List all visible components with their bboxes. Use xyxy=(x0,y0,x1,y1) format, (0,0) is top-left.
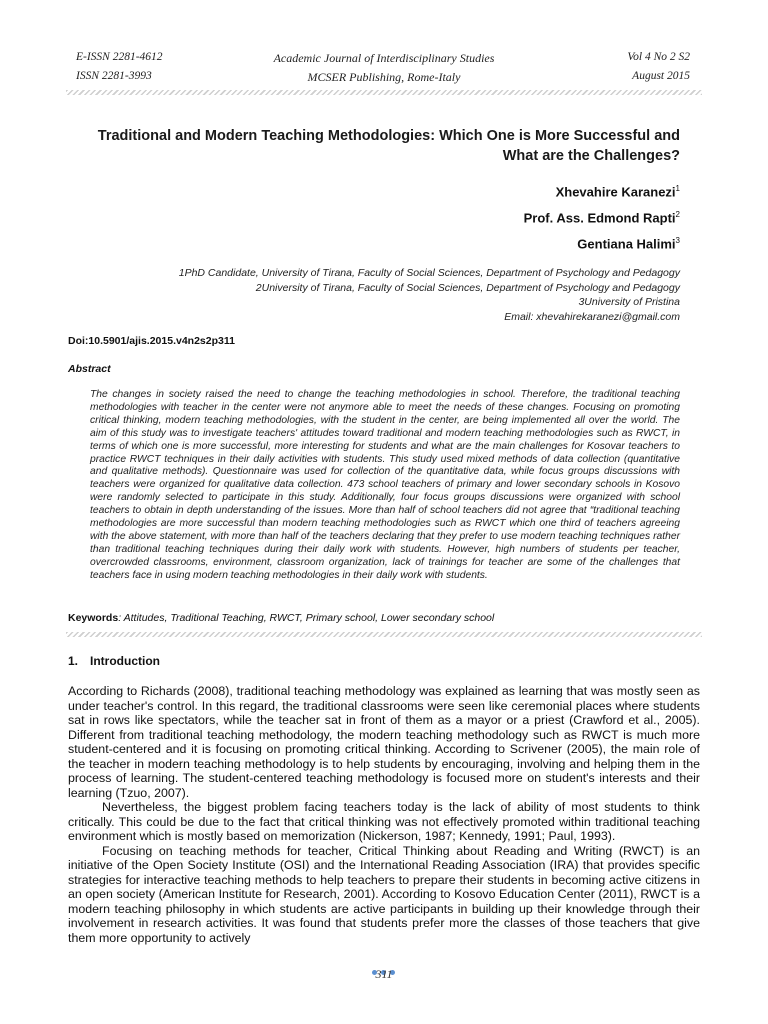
journal-name: Academic Journal of Interdisciplinary Studies xyxy=(273,51,495,65)
body-text xyxy=(68,684,700,945)
paper-title: Traditional and Modern Teaching Methodologies: Which One is More Successful and What are the Challenges? xyxy=(97,128,680,164)
keywords xyxy=(68,612,494,624)
keywords-text: : Attitudes, Traditional Teaching, RWCT, Primary school, Lower secondary school xyxy=(118,612,495,624)
author-name: Prof. Ass. Edmond Rapti xyxy=(523,210,676,226)
paragraph: Focusing on teaching methods for teacher, Critical Thinking about Reading and Writing (RWCT) is an initiative of the Open Society Institute (OSI) and the International Reading Association (IRA) that provides specific strategies for interactive teaching methods to help teachers to prepare their students in becoming active citizens in an open society (American Institute for Research, 2001). According to Kosovo Education Center (2011), RWCT is a modern teaching philosophy in which students are active participants in building up their knowledge through their involvement in research activities. It was found that students prefer more the classes of those teachers that give them more opportunity to actively xyxy=(68,843,700,945)
author-name: Gentiana Halimi xyxy=(577,236,676,252)
author xyxy=(524,206,680,232)
abstract-heading: Abstract xyxy=(68,363,111,375)
page-number: 311 xyxy=(375,967,393,981)
paragraph: Nevertheless, the biggest problem facing teachers today is the lack of ability of most students to think critically. This could be due to the fact that critical thinking was not effectively promoted within traditional teaching environment which is mostly based on memorization (Nickerson, 1987; Kennedy, 1991; Paul, 1993). xyxy=(68,800,700,843)
affiliation: 2University of Tirana, Faculty of Social Sciences, Department of Psychology and Pedagogy xyxy=(255,281,680,294)
author-affil-mark: 1 xyxy=(675,184,680,193)
publisher: MCSER Publishing, Rome-Italy xyxy=(307,70,461,84)
volume: Vol 4 No 2 S2 xyxy=(627,51,690,63)
author xyxy=(524,232,680,258)
keywords-divider xyxy=(66,632,702,637)
section-number: 1. xyxy=(68,654,79,668)
eissn: E-ISSN 2281-4612 xyxy=(76,51,163,63)
author-affil-mark: 2 xyxy=(675,210,680,219)
abstract-text: The changes in society raised the need to change the teaching methodologies in school. Therefore, the traditional teaching methodologies with teacher in the center were not anymore able to meet the needs of these changes. Focusing on promoting critical thinking, modern teaching methodologies, with the student in the center, are being implemented all over the world. The aim of this study was to investigate teachers' attitudes toward traditional and modern teaching methodologies such as RWCT, in terms of which one is more successful, more interesting for students and what are the main challenges for Kosovar teachers to practice RWCT techniques in their daily activities with students. This study used mixed methods of data collection (quantitative and qualitative methods). Questionnaire was used for collection of the quantitative data, while focus groups discussions with teachers were organized for qualitative data collection. 473 school teachers of primary and lower secondary schools in Kosovo were randomly selected to participate in this study. Additionally, four focus groups discussions were organized with school teachers to obtain in depth understanding of the issues. More than half of school teachers did not agree that “traditional teaching methodologies are more successful than modern teaching methodologies such as RWCT which one third of teachers agreeing with the above statement, with more than half of the teachers declaring that they prefer to use modern teaching techniques rather than traditional teaching techniques during their daily work with students. However, high numbers of students per teacher, overcrowded classrooms, environment, classroom organization, lack of trainings for teacher are some of the challenges that teachers face in using modern teaching methodologies in their daily work with students. xyxy=(90,389,680,581)
section-heading xyxy=(68,654,160,668)
section-title: Introduction xyxy=(90,654,160,668)
issue-date: August 2015 xyxy=(632,70,690,82)
affiliations xyxy=(179,266,680,324)
author-list xyxy=(524,180,680,258)
author xyxy=(524,180,680,206)
keywords-label: Keywords xyxy=(68,612,119,624)
paragraph: According to Richards (2008), traditional teaching methodology was explained as learning that was mostly seen as under teacher's control. In this regard, the traditional classrooms were seen like ceremonial places where students sat in rows like spectators, while the teacher sat in front of them as a mayor or a priest (Crawford et al., 2005). Different from traditional teaching methodology, the modern teaching methodology such as RWCT is much more student-centered and it is focusing on promoting critical thinking. According to Scrivener (2005), the main role of the teacher in modern teaching methodology is to help students by encouraging, involving and helping them in the process of learning. The student-centered teaching methodology is focused more on student's interests and their learning (Tzuo, 2007). xyxy=(68,684,700,800)
author-affil-mark: 3 xyxy=(675,236,680,245)
header-divider xyxy=(66,90,702,95)
author-name: Xhevahire Karanezi xyxy=(555,184,676,200)
doi: Doi:10.5901/ajis.2015.v4n2s2p311 xyxy=(68,335,235,347)
affiliation: 1PhD Candidate, University of Tirana, Faculty of Social Sciences, Department of Psychology and Pedagogy xyxy=(178,267,680,279)
author-email: Email: xhevahirekaranezi@gmail.com xyxy=(504,310,680,323)
affiliation: 3University of Pristina xyxy=(578,296,680,308)
issn: ISSN 2281-3993 xyxy=(76,70,152,82)
header-volume-block xyxy=(627,48,690,86)
